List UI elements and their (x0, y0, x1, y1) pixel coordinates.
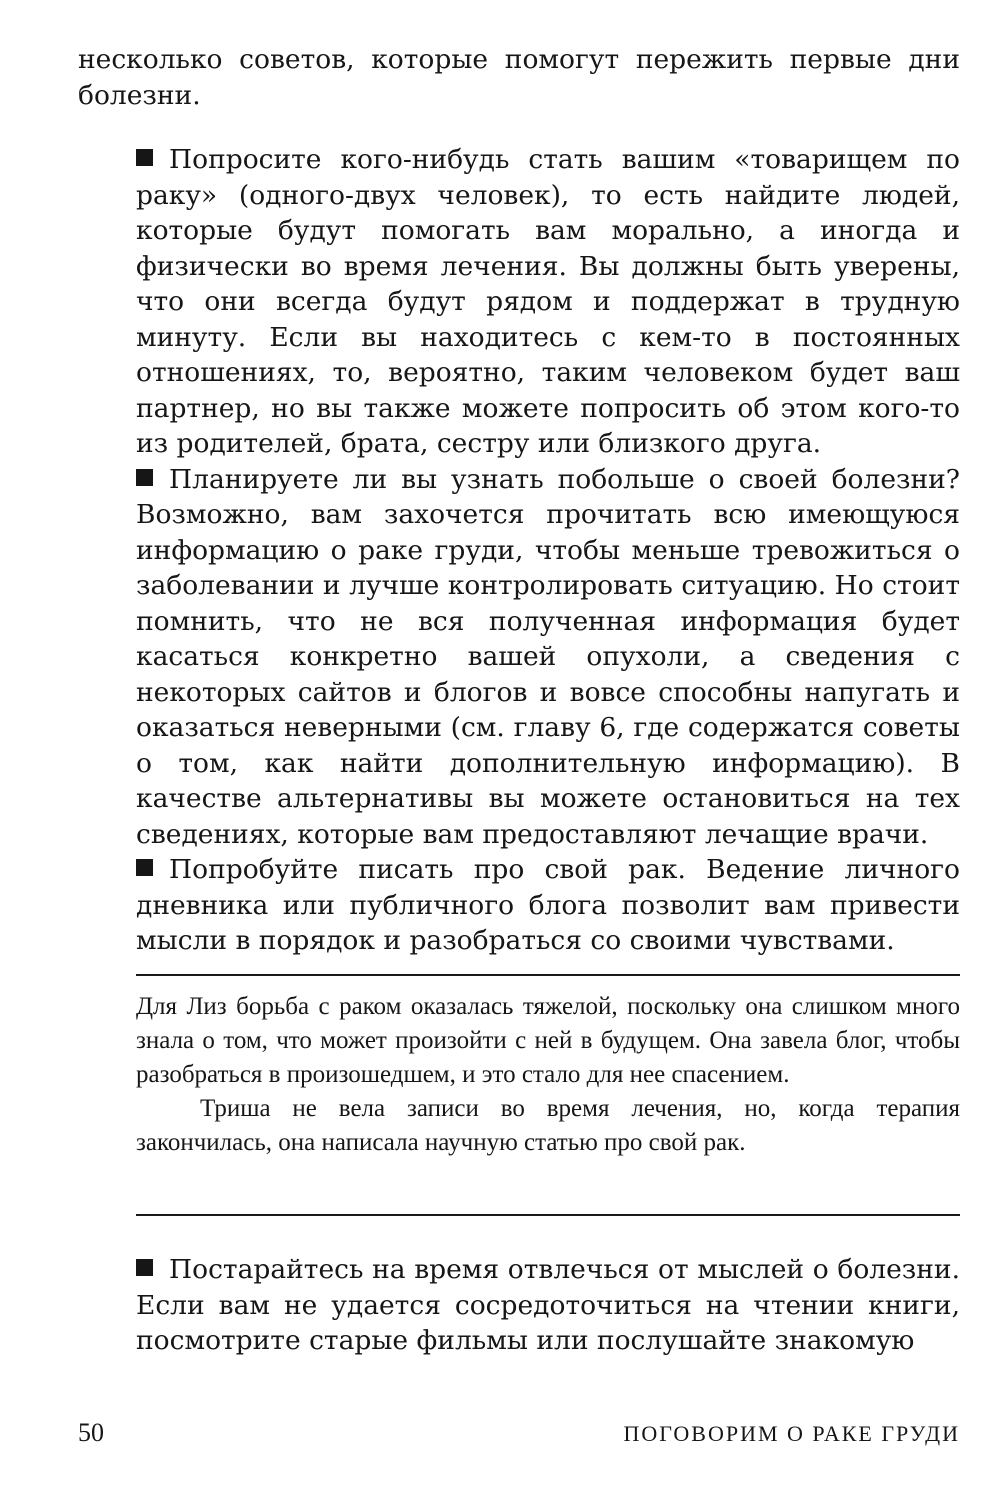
square-bullet-icon (136, 1259, 153, 1276)
bullet-list (136, 142, 960, 959)
square-bullet-icon (136, 469, 153, 486)
bullet-text: Планируете ли вы узнать побольше о своей болезни? Возможно, вам захочется прочитать всю имеющуюся информацию о раке груди, чтобы меньше тревожиться о заболевании и лучше контролировать ситуацию. Но стоит помнить, что не вся полученная информация будет касаться конкретно вашей опухоли, а сведения с некоторых сайтов и блогов и вовсе способны напугать и оказаться неверными (см. главу 6, где содержатся советы о том, как найти дополнительную информацию). В качестве альтернативы вы можете остановиться на тех сведениях, которые вам предоставляют лечащие врачи. (136, 463, 960, 850)
bullet-text: Попросите кого-нибудь стать вашим «товарищем по раку» (одного-двух человек), то есть найдите людей, которые будут помогать вам морально, а иногда и физически во время лечения. Вы должны быть уверены, что они всегда будут рядом и поддержат в трудную минуту. Если вы находитесь с кем-то в постоянных отношениях, то, вероятно, таким человеком будет ваш партнер, но вы также можете попросить об этом кого-то из родителей, брата, сестру или близкого друга. (136, 144, 960, 459)
bullet-text: Попробуйте писать про свой рак. Ведение личного дневника или публичного блога позволит вам привести мысли в порядок и разобраться со своими чувствами. (136, 854, 960, 956)
bullet-text: Постарайтесь на время отвлечься от мыслей о болезни. Если вам не удается сосредоточиться на чтении книги, посмотрите старые фильмы или послушайте знакомую (136, 1254, 960, 1356)
intro-paragraph: несколько советов, которые помогут пережить первые дни болезни. (78, 44, 960, 111)
list-item (136, 142, 960, 462)
running-footer-title: ПОГОВОРИМ О РАКЕ ГРУДИ (623, 1421, 960, 1446)
square-bullet-icon (136, 859, 153, 876)
sidebar-paragraph: Триша не вела записи во время лечения, но, когда терапия закончилась, она написала научную статью про свой рак. (136, 1095, 960, 1156)
page-number: 50 (78, 1418, 104, 1447)
sidebar-paragraph: Для Лиз борьба с раком оказалась тяжелой, поскольку она слишком много знала о том, что может произойти с ней в будущем. Она завела блог, чтобы разобраться в произошедшем, и это стало для нее спасением. (136, 993, 960, 1088)
list-item (136, 852, 960, 959)
case-study-sidebar (136, 990, 960, 1160)
list-item (136, 462, 960, 853)
bullet-list-continued (136, 1252, 960, 1359)
list-item (136, 1252, 960, 1359)
sidebar-bottom-divider (136, 1214, 960, 1216)
square-bullet-icon (136, 149, 153, 166)
sidebar-top-divider (136, 974, 960, 976)
